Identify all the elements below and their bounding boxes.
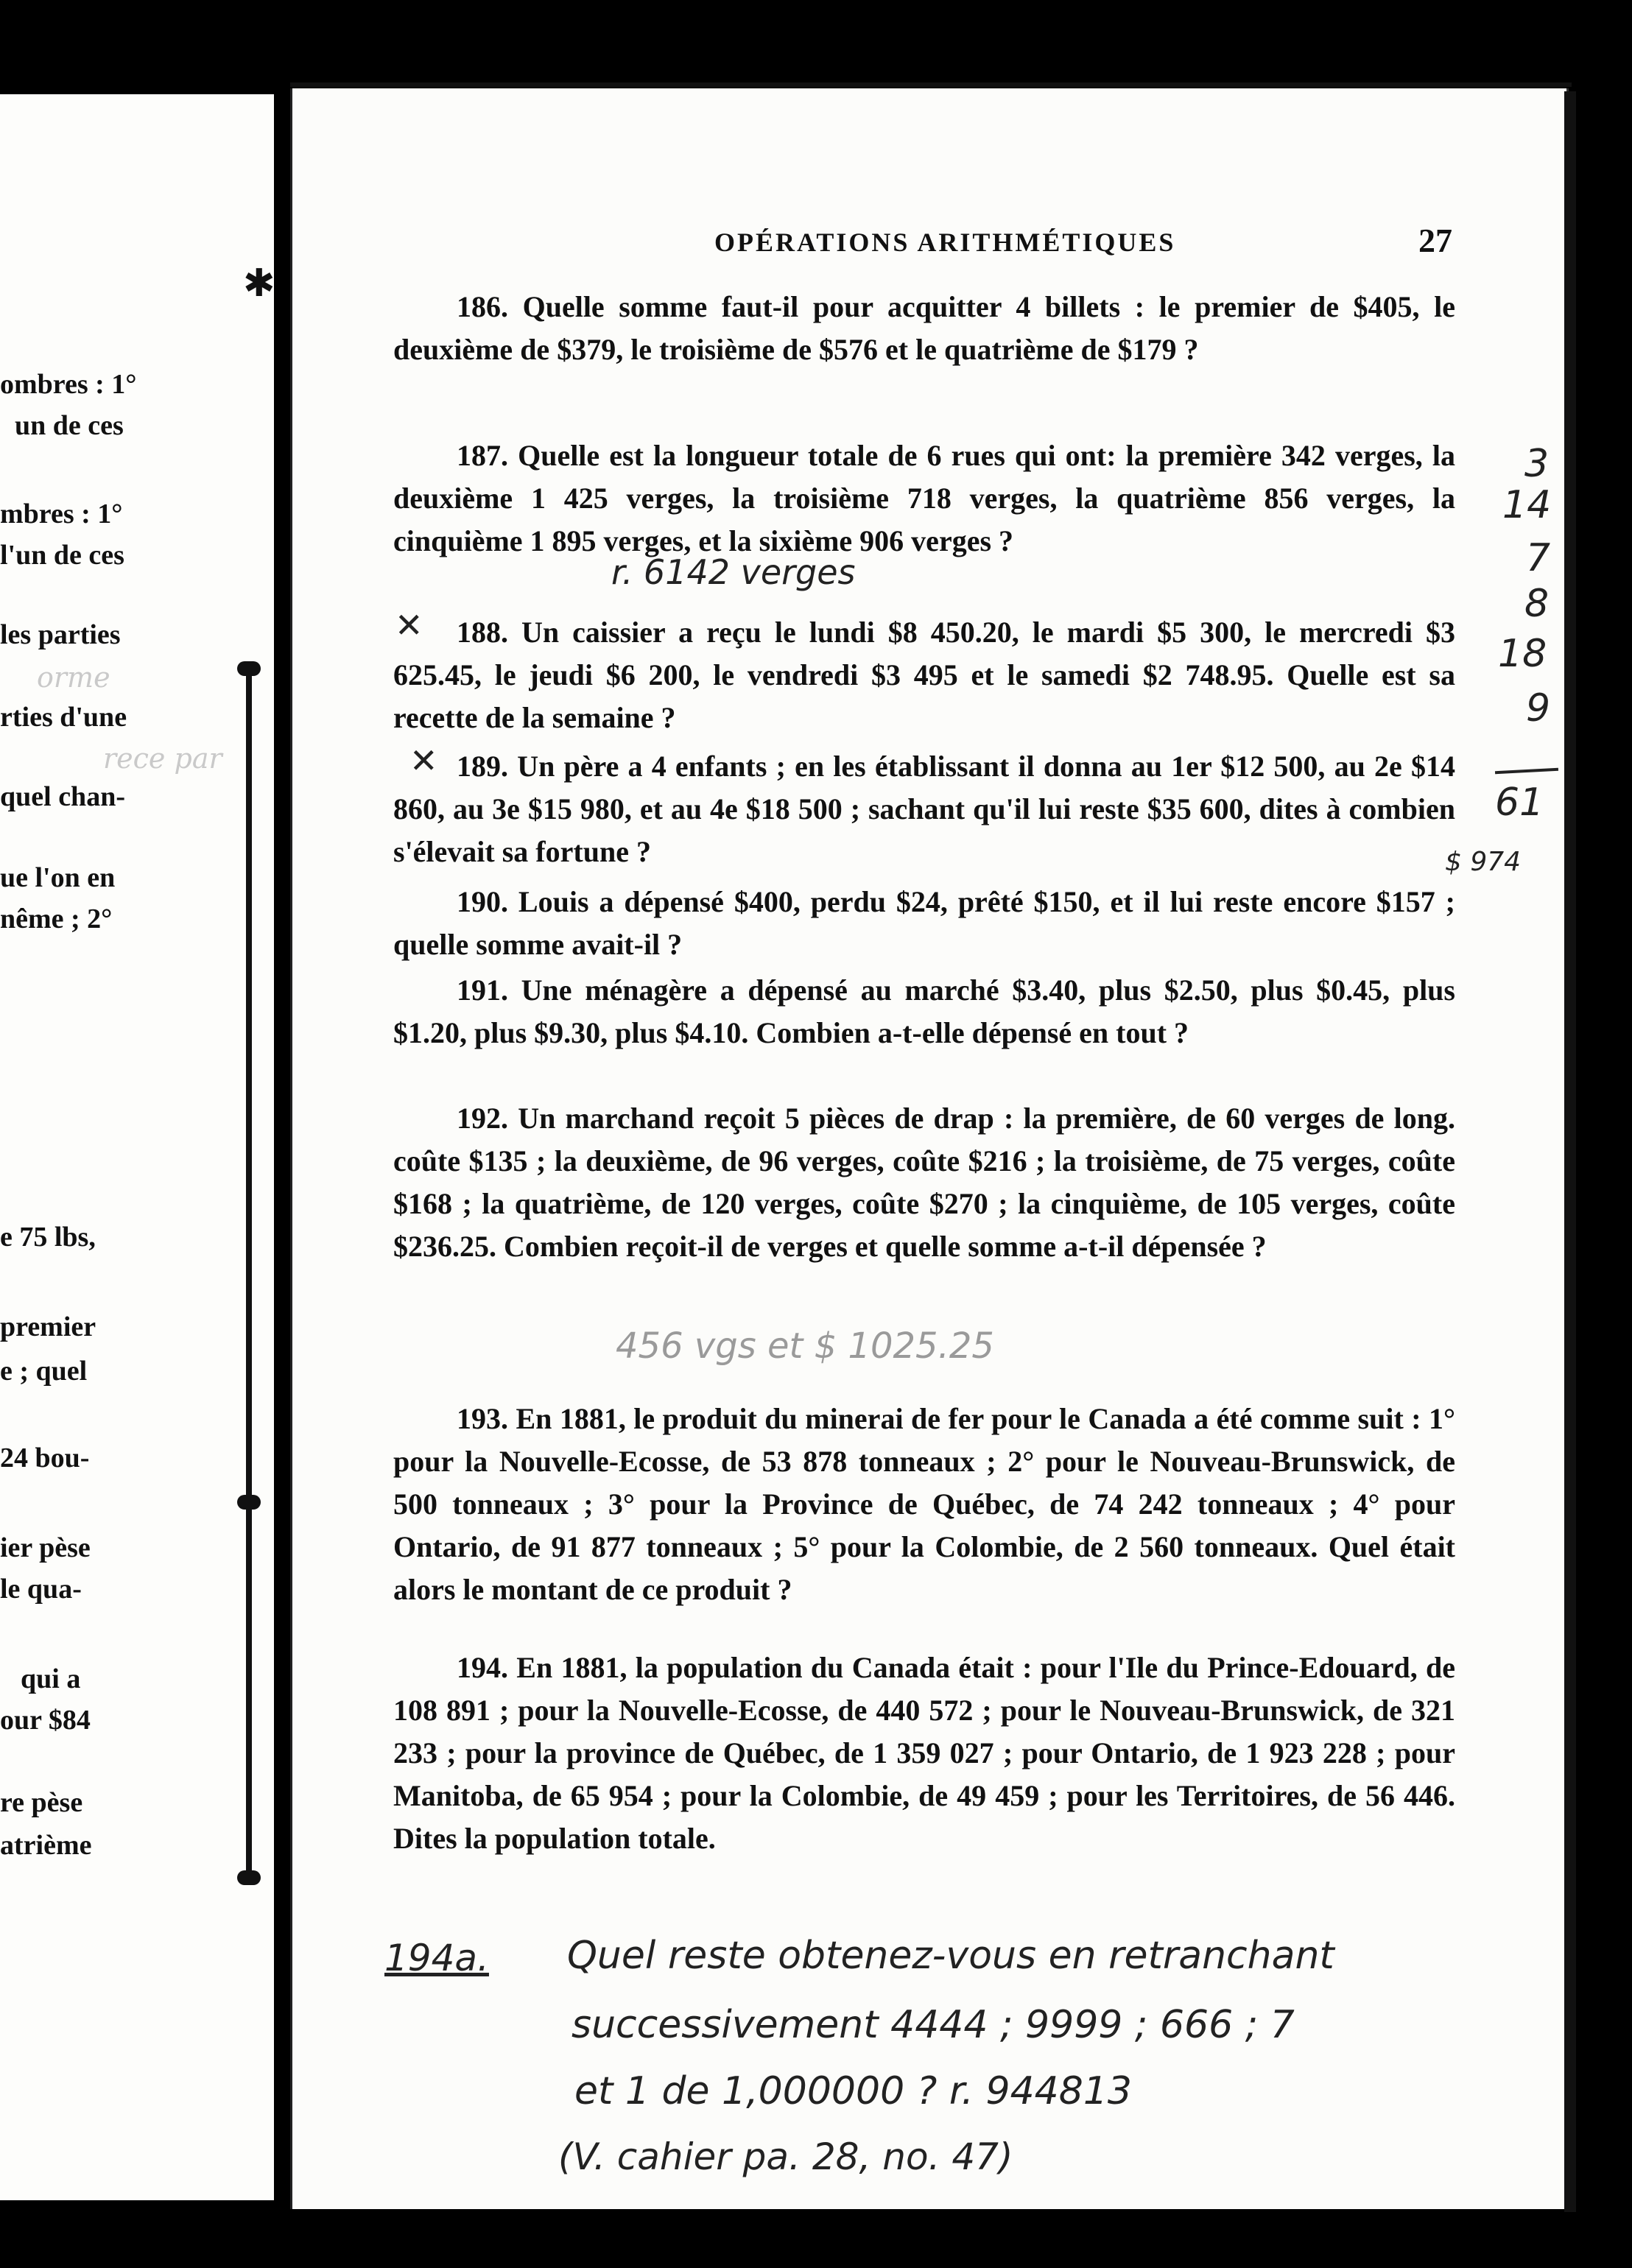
problem-194 [393,1647,1455,1860]
margin-tally-number: 8 [1524,582,1550,626]
problem-number: 194. [457,1651,508,1684]
handwritten-answer-192: 456 vgs et $ 1025.25 [616,1325,994,1367]
left-text-fragment: ue l'on en [0,862,116,893]
left-text-fragment: qui a [21,1663,81,1694]
margin-tally-number: 7 [1526,536,1551,580]
binding-stitch-line [246,663,252,1870]
binding-star-icon: ✱ [243,263,275,305]
problem-188 [393,611,1455,739]
handwritten-problem-line: successivement 4444 ; 9999 ; 666 ; 7 [571,2003,1295,2047]
problem-number: 193. [457,1402,508,1435]
problem-text: Une ménagère a dépensé au marché $3.40, plus $2.50, plus $0.45, plus $1.20, plus $9.30, plus $4.10. Combien a-t-elle dépensé en tout ? [393,973,1455,1049]
problem-text: Un marchand reçoit 5 pièces de drap : la première, de 60 verges de long. coûte $135 ; la deuxième, de 96 verges, coûte $216 ; la troisième, de 75 verges, coûte $168 ; la quatrième, de 120 verges, coûte $270 ; la cinquième, de 105 verges, coûte $236.25. Combien reçoit-il de verges et quelle somme a-t-il dépensée ? [393,1102,1455,1263]
left-text-fragment: ier pèse [0,1532,91,1563]
page-top-edge [290,82,1572,87]
left-text-fragment: premier [0,1311,96,1342]
left-text-fragment: e 75 lbs, [0,1222,96,1253]
page-number: 27 [1418,222,1452,259]
problem-text: En 1881, le produit du minerai de fer pour le Canada a été comme suit : 1° pour la Nouvelle-Ecosse, de 53 878 tonneaux ; 2° pour le Nouveau-Brunswick, de 500 tonneaux ; 3° pour la Province de Québec, de 74 242 tonneaux ; 4° pour Ontario, de 91 877 tonneaux ; 5° pour la Colombie, de 2 560 tonneaux. Quel était alors le montant de ce produit ? [393,1402,1456,1606]
left-text-fragment: rties d'une [0,702,127,733]
left-text-fragment: quel chan- [0,781,125,812]
left-text-fragment: le qua- [0,1574,82,1605]
x-check-mark-icon: ✕ [409,741,438,781]
margin-tally-number: 18 [1498,632,1547,676]
left-text-fragment: re pèse [0,1787,83,1818]
margin-tally-total: 61 [1495,781,1544,825]
problem-text: Un caissier a reçu le lundi $8 450.20, le mardi $5 300, le mercredi $3 625.45, le jeudi $6 200, le vendredi $3 495 et le samedi $2 748.95. Quelle est sa recette de la semaine ? [393,616,1455,734]
problem-number: 190. [457,885,508,918]
left-faint-handwriting: orme [37,661,110,694]
handwritten-problem-line: Quel reste obtenez-vous en retranchant [567,1934,1334,1978]
problem-number: 186. [457,290,508,323]
problem-187 [393,434,1455,563]
left-text-fragment: les parties [0,619,121,650]
problem-number: 188. [457,616,508,649]
problem-number: 192. [457,1102,508,1135]
binding-stitch-icon [237,661,261,676]
margin-tally-number: 3 [1524,442,1550,486]
left-facing-page [0,94,274,2200]
handwritten-problem-line: et 1 de 1,000000 ? r. 944813 [574,2069,1132,2113]
left-text-fragment: 24 bou- [0,1443,90,1473]
problem-text: Quelle somme faut-il pour acquitter 4 billets : le premier de $405, le deuxième de $379, le troisième de $576 et le quatrième de $179 ? [393,290,1456,366]
handwritten-problem-number: 194a. [384,1937,489,1979]
x-check-mark-icon: ✕ [395,605,423,645]
handwritten-answer-189: $ 974 [1445,847,1522,877]
problem-192 [393,1097,1455,1268]
left-text-fragment: un de ces [15,410,124,441]
problem-193 [393,1398,1455,1611]
left-text-fragment: our $84 [0,1705,91,1736]
left-text-fragment: nême ; 2° [0,904,113,934]
binding-stitch-icon [237,1870,261,1885]
problem-186 [393,286,1455,371]
left-text-fragment: l'un de ces [0,540,124,571]
problem-text: En 1881, la population du Canada était : pour l'Ile du Prince-Edouard, de 108 891 ; pour la Nouvelle-Ecosse, de 440 572 ; pour le Nouveau-Brunswick, de 321 233 ; pour la province de Québec, de 1 359 027 ; pour Ontario, de 1 923 228 ; pour Manitoba, de 65 954 ; pour la Colombie, de 49 459 ; pour les Territoires, de 56 446. Dites la population totale. [393,1651,1456,1855]
problem-text: Un père a 4 enfants ; en les établissant il donna au 1er $12 500, au 2e $14 860, au 3e $15 980, et au 4e $18 500 ; sachant qu'il lui reste $35 600, dites à combien s'élevait sa fortune ? [393,750,1455,868]
left-faint-handwriting: rece par [103,742,222,775]
problem-number: 189. [457,750,508,783]
page-edge-stack [1564,91,1576,2212]
problem-text: Quelle est la longueur totale de 6 rues qui ont: la première 342 verges, la deuxième 1 425 verges, la troisième 718 verges, la quatrième 856 verges, la cinquième 1 895 verges, et la sixième 906 verges ? [393,439,1455,557]
left-text-fragment: atrième [0,1830,92,1861]
left-text-fragment: mbres : 1° [0,499,123,529]
margin-tally-number: 9 [1526,686,1551,730]
problem-189 [393,745,1455,873]
margin-tally-number: 14 [1502,483,1552,527]
problem-number: 187. [457,439,508,472]
left-text-fragment: ombres : 1° [0,369,137,400]
problem-191 [393,969,1455,1054]
left-text-fragment: e ; quel [0,1356,88,1387]
handwritten-problem-line: (V. cahier pa. 28, no. 47) [558,2135,1013,2178]
problem-190 [393,881,1455,966]
running-head: OPÉRATIONS ARITHMÉTIQUES [714,228,1176,257]
problem-text: Louis a dépensé $400, perdu $24, prêté $150, et il lui reste encore $157 ; quelle somme avait-il ? [393,885,1456,961]
handwritten-answer-187: r. 6142 verges [611,552,856,592]
binding-stitch-icon [237,1495,261,1510]
problem-number: 191. [457,973,508,1007]
